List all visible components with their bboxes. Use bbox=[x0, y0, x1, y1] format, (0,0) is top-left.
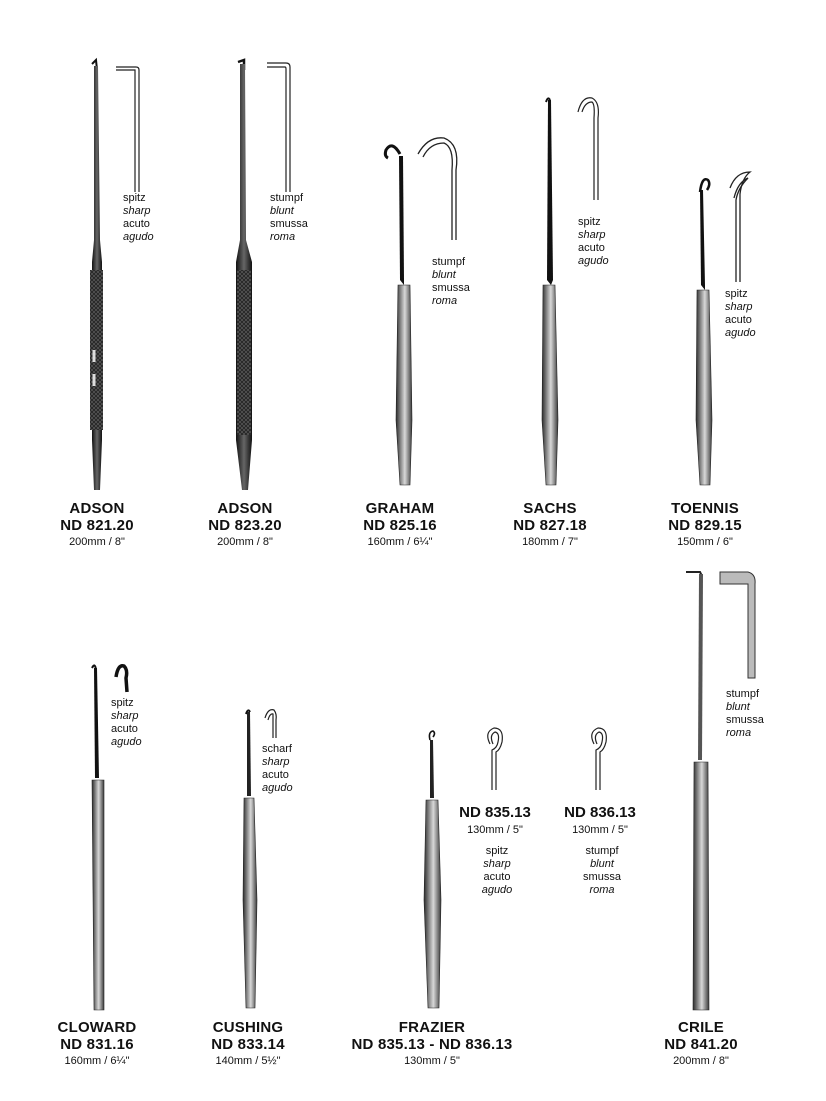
instrument-code: ND 823.20 bbox=[208, 517, 282, 534]
instrument-size: 180mm / 7" bbox=[522, 536, 578, 548]
instrument-name: GRAHAM bbox=[365, 500, 435, 517]
instrument-name: CRILE bbox=[678, 1019, 724, 1036]
tip-en: blunt bbox=[432, 269, 456, 281]
tip-es: roma bbox=[726, 727, 752, 739]
instrument-name: ADSON bbox=[69, 500, 125, 517]
crile-hook bbox=[686, 572, 709, 1010]
caption-sachs bbox=[470, 500, 630, 549]
caption-frazier bbox=[332, 1019, 532, 1068]
graham-hook bbox=[385, 146, 412, 485]
caption-graham bbox=[320, 500, 480, 549]
variant-836-caption bbox=[545, 804, 655, 837]
instrument-name: CUSHING bbox=[212, 1019, 284, 1036]
tip-it: acuto bbox=[725, 314, 752, 326]
toennis-tip-detail bbox=[730, 172, 750, 282]
caption-adson-821 bbox=[17, 500, 177, 549]
tip-es: roma bbox=[270, 231, 296, 243]
tip-label-cloward bbox=[111, 697, 142, 749]
adson-821-tip-detail bbox=[116, 67, 139, 192]
tip-label-graham bbox=[432, 256, 470, 308]
instrument-code: ND 841.20 bbox=[664, 1036, 738, 1053]
tip-de: stumpf bbox=[270, 192, 304, 204]
cushing-tip-detail bbox=[265, 710, 276, 738]
tip-es: agudo bbox=[578, 255, 609, 267]
instrument-code: ND 821.20 bbox=[60, 517, 134, 534]
instrument-name: CLOWARD bbox=[57, 1019, 137, 1036]
tip-label-adson-821 bbox=[123, 192, 154, 244]
toennis-hook bbox=[696, 179, 712, 485]
tip-en: sharp bbox=[111, 710, 139, 722]
tip-it: smussa bbox=[583, 871, 621, 883]
tip-es: roma bbox=[432, 295, 458, 307]
instrument-name: SACHS bbox=[523, 500, 577, 517]
instrument-code: ND 833.14 bbox=[211, 1036, 285, 1053]
adson-823-tip-detail bbox=[267, 63, 290, 192]
cushing-hook bbox=[243, 710, 257, 1008]
sachs-hook bbox=[542, 98, 558, 485]
tip-it: acuto bbox=[123, 218, 150, 230]
instrument-size: 200mm / 8" bbox=[69, 536, 125, 548]
instrument-size: 200mm / 8" bbox=[673, 1055, 729, 1067]
instrument-size: 160mm / 6¼" bbox=[367, 536, 433, 548]
frazier-hook bbox=[424, 731, 441, 1008]
instrument-size: 160mm / 6¼" bbox=[64, 1055, 130, 1067]
tip-en: blunt bbox=[590, 858, 614, 870]
variant-835-caption bbox=[440, 804, 550, 837]
crile-tip-detail bbox=[720, 572, 755, 678]
sachs-tip-detail bbox=[578, 98, 598, 200]
instrument-size: 130mm / 5" bbox=[404, 1055, 460, 1067]
instrument-code: ND 835.13 - ND 836.13 bbox=[351, 1036, 513, 1053]
caption-adson-823 bbox=[165, 500, 325, 549]
tip-de: stumpf bbox=[726, 688, 760, 700]
tip-label-crile bbox=[726, 688, 764, 740]
tip-en: sharp bbox=[262, 756, 290, 768]
tip-it: acuto bbox=[578, 242, 605, 254]
tip-it: smussa bbox=[432, 282, 470, 294]
variant-size: 130mm / 5" bbox=[467, 824, 523, 836]
instrument-size: 200mm / 8" bbox=[217, 536, 273, 548]
tip-de: spitz bbox=[578, 216, 601, 228]
tip-it: smussa bbox=[726, 714, 764, 726]
frazier-835-tip-detail bbox=[488, 728, 503, 790]
instrument-name: TOENNIS bbox=[671, 500, 739, 517]
variant-size: 130mm / 5" bbox=[572, 824, 628, 836]
cloward-hook bbox=[92, 665, 104, 1010]
tip-en: sharp bbox=[483, 858, 511, 870]
graham-tip-detail bbox=[418, 138, 457, 240]
variant-code: ND 835.13 bbox=[459, 804, 531, 821]
tip-es: roma bbox=[589, 884, 615, 896]
tip-en: sharp bbox=[123, 205, 151, 217]
tip-it: acuto bbox=[111, 723, 138, 735]
instrument-size: 150mm / 6" bbox=[677, 536, 733, 548]
caption-crile bbox=[621, 1019, 781, 1068]
tip-de: spitz bbox=[123, 192, 146, 204]
tip-label-frazier-836 bbox=[580, 845, 624, 897]
tip-de: spitz bbox=[485, 845, 509, 857]
cloward-tip-detail bbox=[116, 666, 127, 692]
tip-de: scharf bbox=[262, 743, 292, 755]
tip-es: agudo bbox=[111, 736, 142, 748]
adson-821-hook bbox=[90, 60, 103, 490]
tip-de: spitz bbox=[725, 288, 748, 300]
tip-es: agudo bbox=[725, 327, 756, 339]
tip-es: agudo bbox=[262, 782, 293, 794]
instrument-code: ND 831.16 bbox=[60, 1036, 134, 1053]
tip-it: acuto bbox=[262, 769, 289, 781]
variant-code: ND 836.13 bbox=[564, 804, 636, 821]
tip-en: sharp bbox=[578, 229, 606, 241]
tip-de: stumpf bbox=[432, 256, 466, 268]
tip-label-frazier-835 bbox=[480, 845, 514, 897]
instrument-code: ND 827.18 bbox=[513, 517, 587, 534]
caption-cloward bbox=[17, 1019, 177, 1068]
tip-label-adson-823 bbox=[270, 192, 308, 244]
tip-label-cushing bbox=[262, 743, 293, 795]
caption-cushing bbox=[168, 1019, 328, 1068]
instrument-code: ND 825.16 bbox=[363, 517, 437, 534]
tip-es: agudo bbox=[123, 231, 154, 243]
tip-de: stumpf bbox=[585, 845, 619, 857]
tip-label-toennis bbox=[725, 288, 756, 340]
tip-en: sharp bbox=[725, 301, 753, 313]
instrument-name: FRAZIER bbox=[398, 1019, 466, 1036]
adson-823-hook bbox=[236, 60, 252, 490]
instrument-code: ND 829.15 bbox=[668, 517, 742, 534]
tip-en: blunt bbox=[726, 701, 750, 713]
tip-it: acuto bbox=[483, 871, 511, 883]
tip-label-sachs bbox=[578, 216, 609, 268]
instrument-size: 140mm / 5½" bbox=[215, 1055, 281, 1067]
tip-en: blunt bbox=[270, 205, 294, 217]
tip-de: spitz bbox=[111, 697, 134, 709]
caption-toennis bbox=[625, 500, 785, 549]
tip-es: agudo bbox=[481, 884, 513, 896]
frazier-836-tip-detail bbox=[592, 728, 607, 790]
tip-it: smussa bbox=[270, 218, 308, 230]
instrument-name: ADSON bbox=[217, 500, 273, 517]
